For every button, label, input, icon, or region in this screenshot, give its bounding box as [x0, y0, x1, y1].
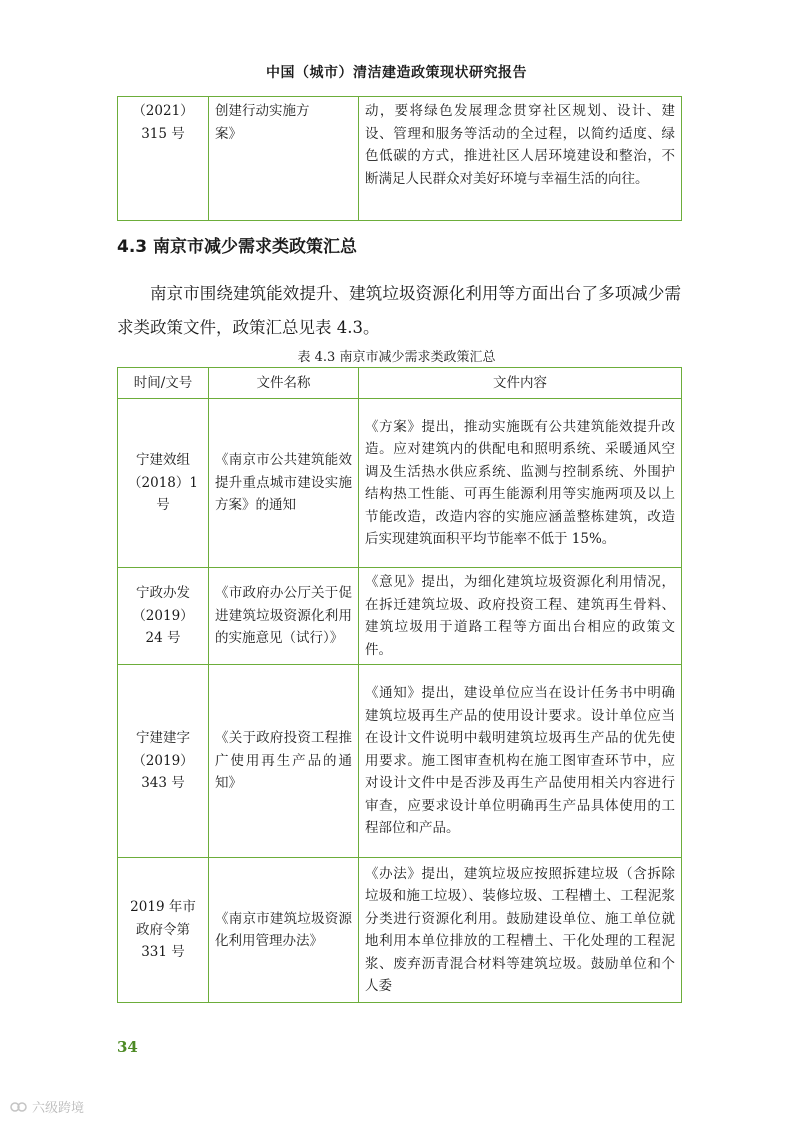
- doc-number-cell: 2019 年市 政府令第 331 号: [118, 858, 209, 1003]
- column-header-time: 时间/文号: [118, 368, 209, 399]
- continued-policy-table: [117, 96, 682, 221]
- policy-summary-table: [117, 367, 682, 1003]
- table-row: [118, 97, 682, 221]
- running-header: 中国（城市）清洁建造政策现状研究报告: [266, 65, 527, 81]
- doc-content-cell: 《办法》提出，建筑垃圾应按照拆建垃圾（含拆除垃圾和施工垃圾）、装修垃圾、工程槽土、工程泥浆分类进行资源化利用。鼓励建设单位、施工单位就地利用本单位排放的工程槽土、干化处理的工程泥浆、废弃沥青混合材料等建筑垃圾。鼓励单位和个人委: [359, 858, 682, 1003]
- doc-title-cell: 《市政府办公厅关于促进建筑垃圾资源化利用的实施意见（试行）》: [209, 568, 359, 665]
- doc-number-cell: 宁政办发 （2019） 24 号: [118, 568, 209, 665]
- watermark: [10, 1097, 84, 1116]
- watermark-text: 六级跨境: [32, 1101, 85, 1116]
- watermark-logo-icon: [10, 1100, 28, 1114]
- doc-content-cell: 《通知》提出，建设单位应当在设计任务书中明确建筑垃圾再生产品的使用设计要求。设计单位应当在设计文件说明中载明建筑垃圾再生产品的优先使用要求。施工图审查机构在施工图审查环节中，应对设计文件中是否涉及再生产品使用相关内容进行审查，应要求设计单位明确再生产品具体使用的工程部位和产品。: [359, 665, 682, 858]
- doc-title-cell: 《关于政府投资工程推广使用再生产品的通知》: [209, 665, 359, 858]
- column-header-title: 文件名称: [209, 368, 359, 399]
- column-header-content: 文件内容: [359, 368, 682, 399]
- doc-title-cell: 《南京市公共建筑能效提升重点城市建设实施方案》的通知: [209, 399, 359, 568]
- body-paragraph: 南京市围绕建筑能效提升、建筑垃圾资源化利用等方面出台了多项减少需求类政策文件，政策汇总见表 4.3。: [117, 284, 681, 337]
- doc-number-cell: 宁建建字 （2019） 343 号: [118, 665, 209, 858]
- table-row: [118, 665, 682, 858]
- doc-number-cell: 宁建效组 （2018）1 号: [118, 399, 209, 568]
- table-row: [118, 568, 682, 665]
- doc-content-cell: 《意见》提出，为细化建筑垃圾资源化利用情况，在拆迁建筑垃圾、政府投资工程、建筑再生骨料、建筑垃圾用于道路工程等方面出台相应的政策文件。: [359, 568, 682, 665]
- table-row: [118, 399, 682, 568]
- table-row: [118, 858, 682, 1003]
- table-caption: 表 4.3 南京市减少需求类政策汇总: [297, 350, 496, 365]
- doc-title-cell: 《南京市建筑垃圾资源化利用管理办法》: [209, 858, 359, 1003]
- doc-number-cell: （2021） 315 号: [118, 97, 209, 221]
- table-header-row: [118, 368, 682, 399]
- doc-content-cell: 《方案》提出，推动实施既有公共建筑能效提升改造。应对建筑内的供配电和照明系统、采暖通风空调及生活热水供应系统、监测与控制系统、外围护结构热工性能、可再生能源利用等实施两项及以上节能改造，改造内容的实施应涵盖整栋建筑，改造后实现建筑面积平均节能率不低于 15%。: [359, 399, 682, 568]
- section-heading: 4.3 南京市减少需求类政策汇总: [117, 237, 358, 257]
- doc-title-cell: 创建行动实施方 案》: [209, 97, 359, 221]
- doc-content-cell: 动，要将绿色发展理念贯穿社区规划、设计、建设、管理和服务等活动的全过程，以简约适度、绿色低碳的方式，推进社区人居环境建设和整治，不断满足人民群众对美好环境与幸福生活的向往。: [359, 97, 682, 221]
- page-number: 34: [117, 1038, 138, 1056]
